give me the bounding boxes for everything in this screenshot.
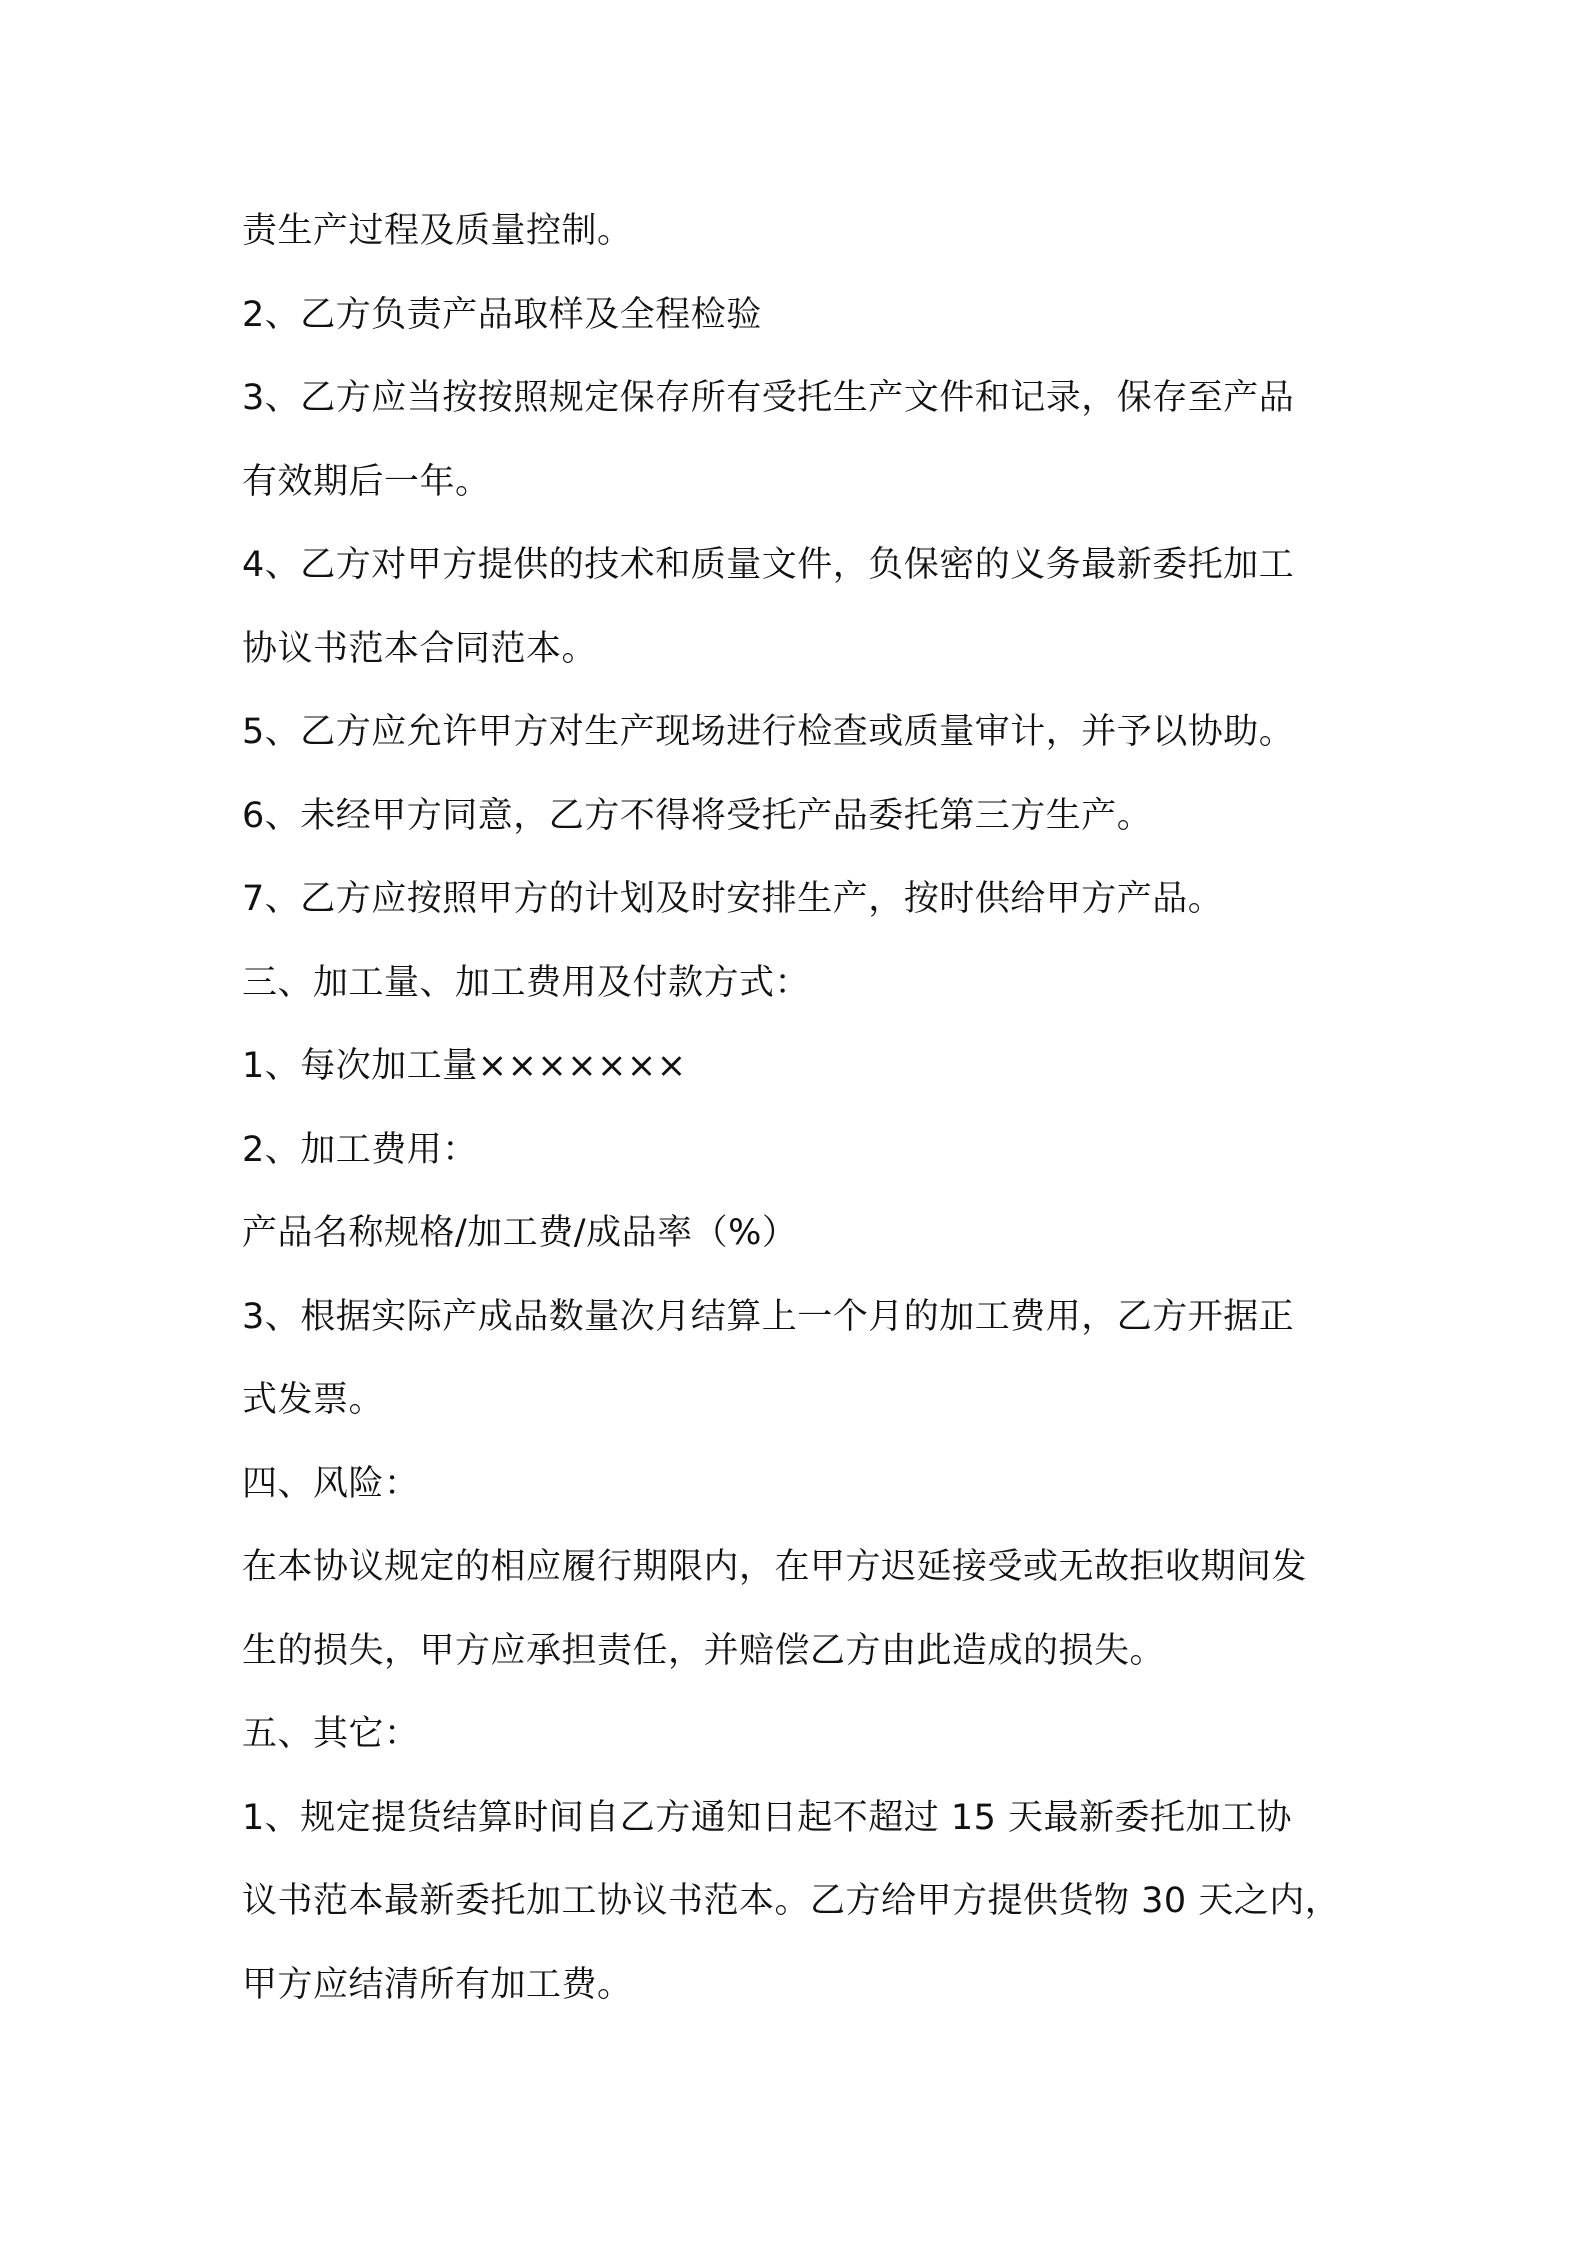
text-line: 议书范本最新委托加工协议书范本。乙方给甲方提供货物 30 天之内， [242,1881,1341,1921]
text-line: 生的损失，甲方应承担责任，并赔偿乙方由此造成的损失。 [242,1630,1166,1671]
text-line: 在本协议规定的相应履行期限内，在甲方迟延接受或无故拒收期间发 [242,1547,1308,1587]
text-line: 式发票。 [242,1380,385,1420]
text-line: 3、乙方应当按按照规定保存所有受托生产文件和记录，保存至产品 [242,378,1295,418]
text-line: 协议书范本合同范本。 [242,628,598,669]
text-line: 1、规定提货结算时间自乙方通知日起不超过 15 天最新委托加工协 [242,1797,1293,1838]
text-line: 2、乙方负责产品取样及全程检验 [242,294,762,335]
section-heading: 五、其它： [242,1714,420,1754]
text-line: 3、根据实际产成品数量次月结算上一个月的加工费用，乙方开据正 [242,1296,1295,1337]
section-heading: 三、加工量、加工费用及付款方式： [242,962,811,1003]
text-line: 1、每次加工量××××××× [242,1046,687,1086]
document-body [242,203,1362,2040]
text-line: 有效期后一年。 [242,461,491,502]
text-line: 5、乙方应允许甲方对生产现场进行检查或质量审计，并予以协助。 [242,712,1295,752]
text-line: 甲方应结清所有加工费。 [242,1964,633,2005]
text-line: 4、乙方对甲方提供的技术和质量文件，负保密的义务最新委托加工 [242,545,1295,585]
text-line: 产品名称规格/加工费/成品率（%） [242,1213,798,1253]
text-line: 责生产过程及质量控制。 [242,211,633,251]
text-line: 6、未经甲方同意，乙方不得将受托产品委托第三方生产。 [242,795,1153,836]
text-line: 2、加工费用： [242,1129,478,1170]
text-line: 7、乙方应按照甲方的计划及时安排生产，按时供给甲方产品。 [242,879,1224,919]
section-heading: 四、风险： [242,1463,420,1504]
